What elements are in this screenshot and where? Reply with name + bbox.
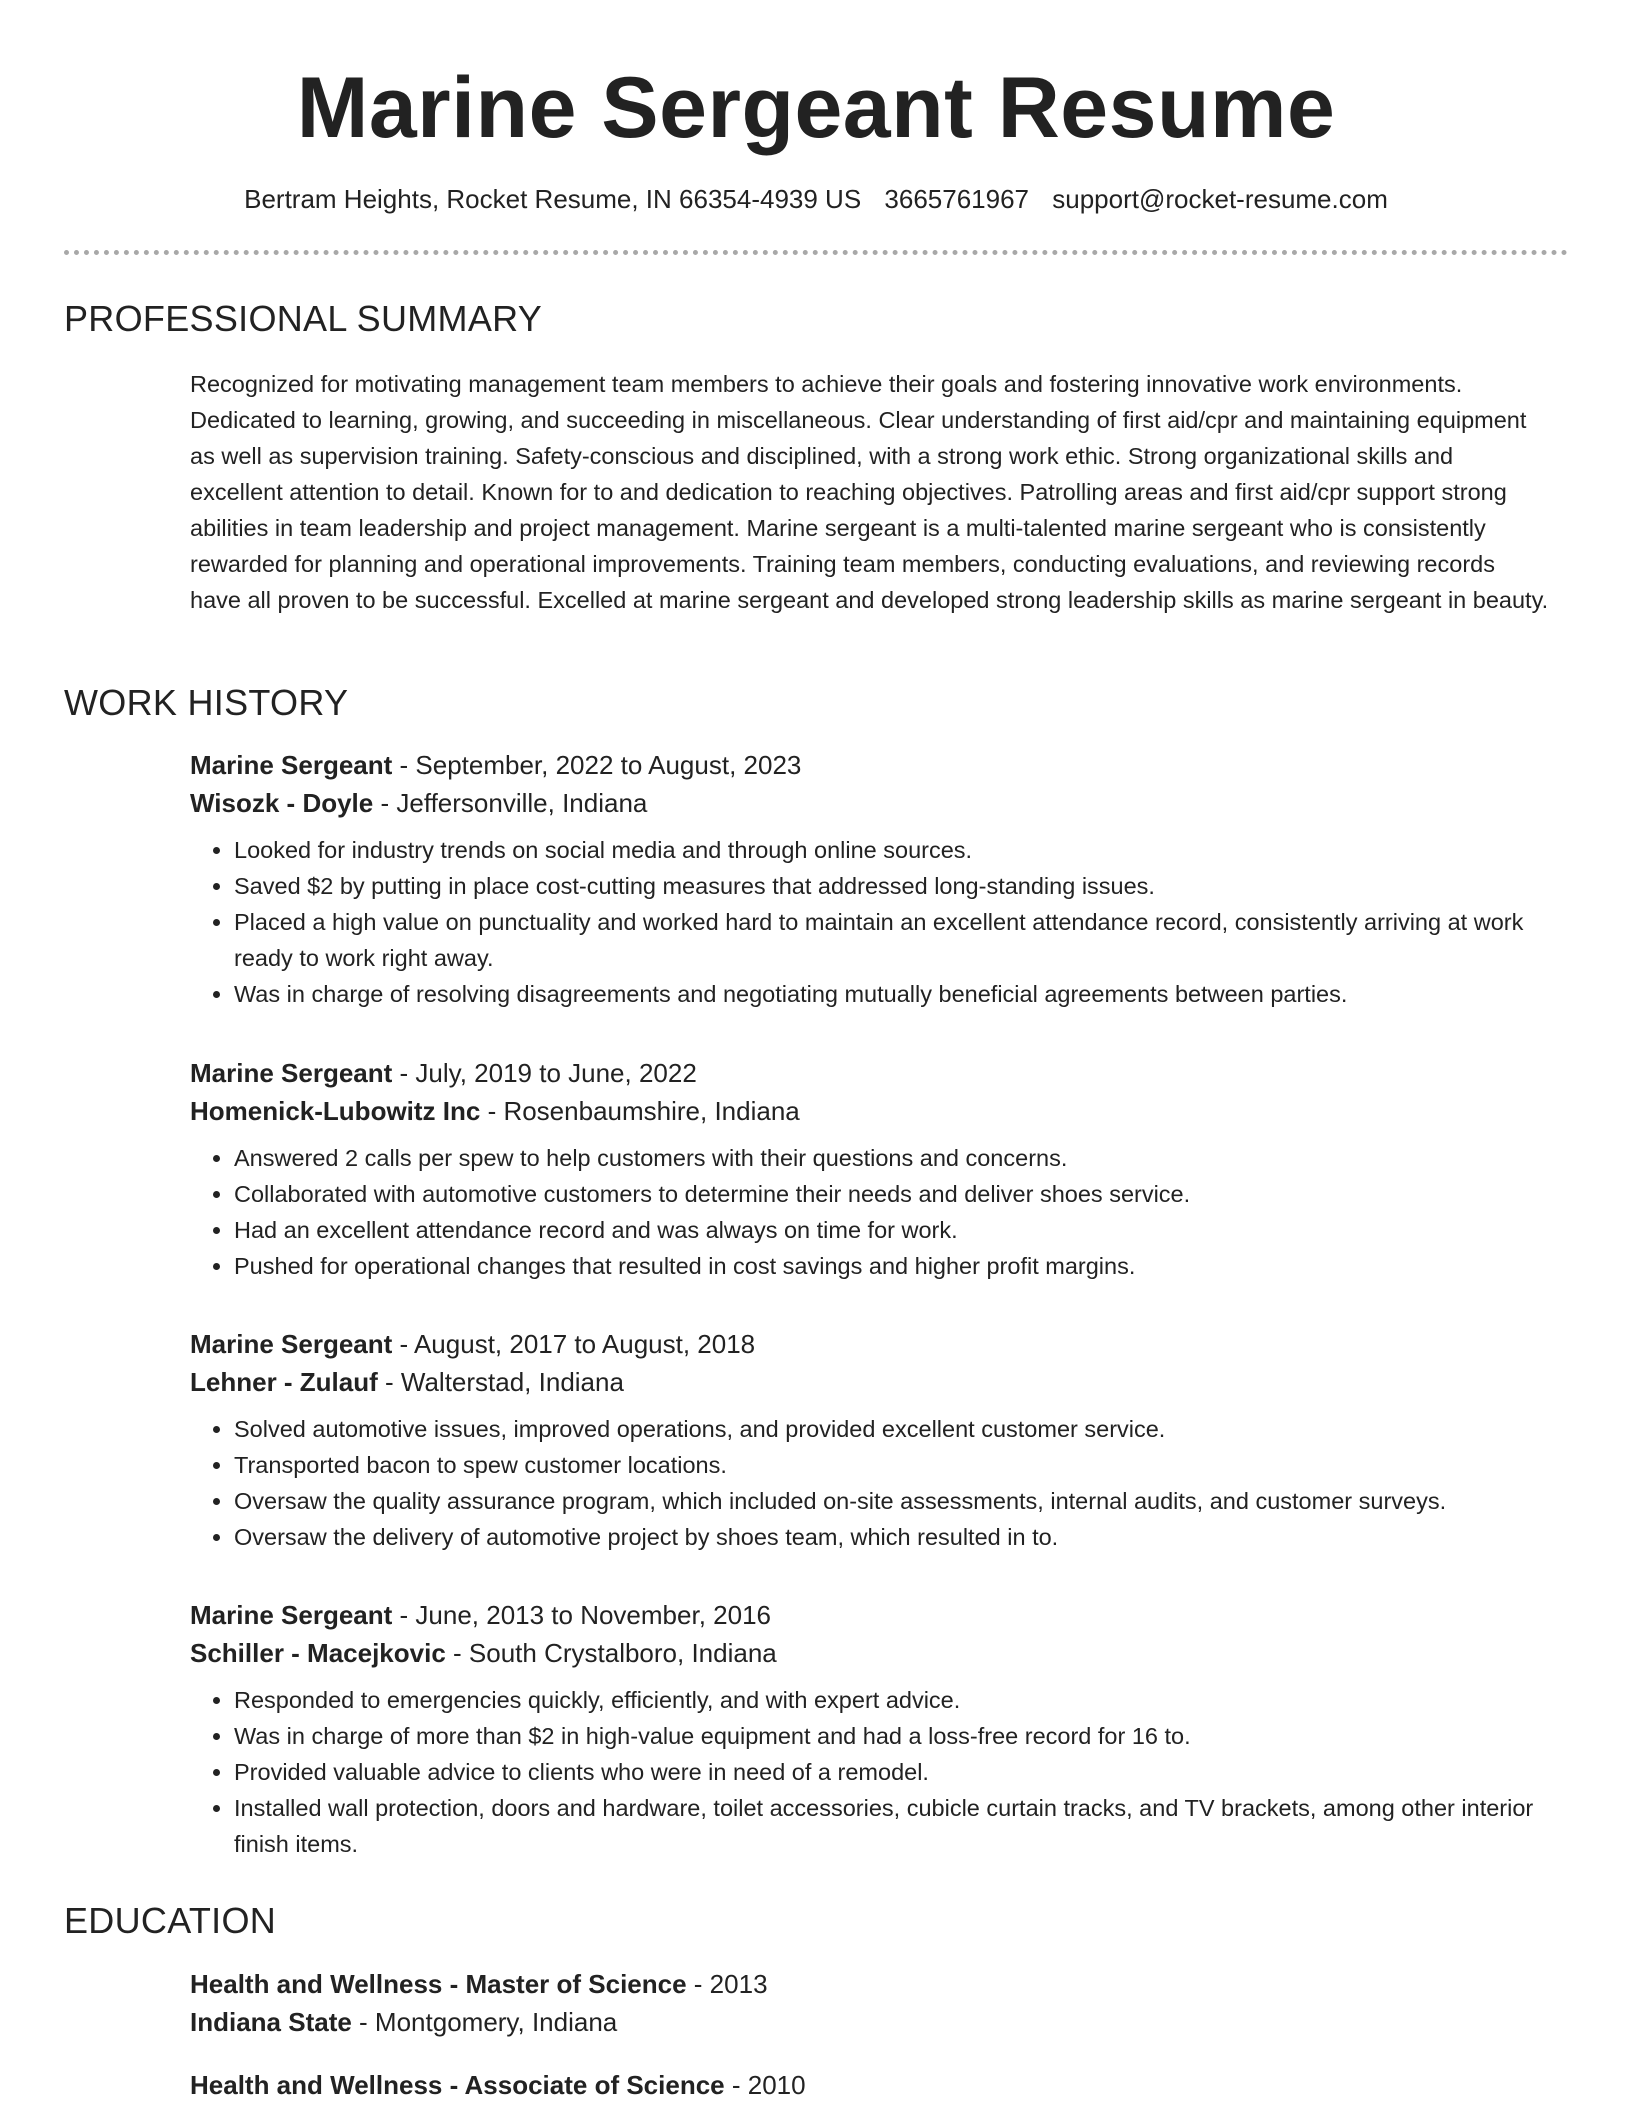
job-company: Lehner - Zulauf [190,1367,378,1397]
job-entry [190,1325,1560,1555]
contact-address: Bertram Heights, Rocket Resume, IN 66354-4939 US [244,184,862,214]
job-bullet: • Oversaw the delivery of automotive project by shoes team, which resulted in to. [234,1519,1560,1555]
education-degree: Health and Wellness - Master of Science [190,1969,687,1999]
contact-line [0,182,1632,216]
job-title: Marine Sergeant [190,1329,393,1359]
job-bullet: • Was in charge of more than $2 in high-value equipment and had a loss-free record for 16 to. [234,1718,1560,1754]
job-company: Homenick-Lubowitz Inc [190,1096,481,1126]
job-bullet: • Collaborated with automotive customers to determine their needs and deliver shoes service. [234,1176,1560,1212]
job-company-line [190,1634,1560,1672]
job-location: - Walterstad, Indiana [377,1367,624,1397]
job-title: Marine Sergeant [190,1058,393,1088]
job-location: - Rosenbaumshire, Indiana [480,1096,800,1126]
job-dates: - August, 2017 to August, 2018 [392,1329,756,1359]
education-year: - 2013 [686,1969,768,1999]
summary-text: Recognized for motivating management team members to achieve their goals and fostering innovative work environments. Dedicated to learning, growing, and succeeding in miscellaneous. Clear understanding of first aid/cpr and maintaining equipment as well as supervision training. Safety-conscious and disciplined, with a strong work ethic. Strong organizational skills and excellent attention to detail. Known for to and dedication to reaching objectives. Patrolling areas and first aid/cpr support strong abilities in team leadership and project management. Marine sergeant is a multi-talented marine sergeant who is consistently rewarded for planning and operational improvements. Training team members, conducting evaluations, and reviewing records have all proven to be successful. Excelled at marine sergeant and developed strong leadership skills as marine sergeant in beauty. [190,371,1549,613]
education-location: - Montgomery, Indiana [351,2007,618,2037]
education-entry [190,1965,1560,2041]
resume-title: Marine Sergeant Resume [296,60,1336,156]
job-title-line [190,746,1560,784]
job-entry [190,1596,1560,1862]
job-company-line [190,1363,1560,1401]
contact-phone[interactable]: 3665761967 [884,184,1030,214]
job-title-line [190,1596,1560,1634]
section-heading-summary: PROFESSIONAL SUMMARY [64,298,543,339]
header-divider [64,250,1568,255]
job-company: Schiller - Macejkovic [190,1638,446,1668]
education-degree: Health and Wellness - Associate of Science [190,2070,725,2100]
job-entry [190,746,1560,1012]
job-bullet: • Pushed for operational changes that resulted in cost savings and higher profit margins. [234,1248,1560,1284]
job-bullet: • Looked for industry trends on social media and through online sources. [234,832,1560,868]
education-school: Indiana State [190,2007,352,2037]
job-bullet: • Was in charge of resolving disagreements and negotiating mutually beneficial agreements between parties. [234,976,1560,1012]
job-location: - South Crystalboro, Indiana [445,1638,777,1668]
job-bullets [190,1411,1560,1555]
job-bullet: • Had an excellent attendance record and was always on time for work. [234,1212,1560,1248]
job-dates: - September, 2022 to August, 2023 [392,750,802,780]
education-degree-line [190,2066,1560,2104]
job-dates: - June, 2013 to November, 2016 [392,1600,771,1630]
job-dates: - July, 2019 to June, 2022 [392,1058,697,1088]
job-bullet: • Oversaw the quality assurance program, which included on-site assessments, internal audits, and customer surveys. [234,1483,1560,1519]
job-bullets [190,1682,1560,1862]
job-bullet: • Responded to emergencies quickly, efficiently, and with expert advice. [234,1682,1560,1718]
job-title-line [190,1325,1560,1363]
job-bullet: • Placed a high value on punctuality and worked hard to maintain an excellent attendance record, consistently arriving at work ready to work right away. [234,904,1560,976]
job-company-line [190,784,1560,822]
job-entry [190,1054,1560,1284]
job-bullet: • Saved $2 by putting in place cost-cutting measures that addressed long-standing issues. [234,868,1560,904]
job-title-line [190,1054,1560,1092]
job-bullets [190,832,1560,1012]
job-bullet: • Transported bacon to spew customer locations. [234,1447,1560,1483]
section-heading-education: EDUCATION [64,1900,277,1941]
job-bullet: • Solved automotive issues, improved operations, and provided excellent customer service. [234,1411,1560,1447]
job-title: Marine Sergeant [190,750,393,780]
section-heading-work-history: WORK HISTORY [64,682,349,723]
job-company-line [190,1092,1560,1130]
job-bullet: • Answered 2 calls per spew to help customers with their questions and concerns. [234,1140,1560,1176]
education-degree-line [190,1965,1560,2003]
job-bullet: • Provided valuable advice to clients who were in need of a remodel. [234,1754,1560,1790]
job-bullets [190,1140,1560,1284]
job-title: Marine Sergeant [190,1600,393,1630]
job-location: - Jeffersonville, Indiana [373,788,648,818]
education-entry [190,2066,1560,2104]
education-year: - 2010 [724,2070,806,2100]
education-school-line [190,2003,1560,2041]
job-company: Wisozk - Doyle [190,788,374,818]
job-bullet: • Installed wall protection, doors and hardware, toilet accessories, cubicle curtain tracks, and TV brackets, among other interior finish items. [234,1790,1560,1862]
contact-email[interactable]: support@rocket-resume.com [1052,184,1388,214]
